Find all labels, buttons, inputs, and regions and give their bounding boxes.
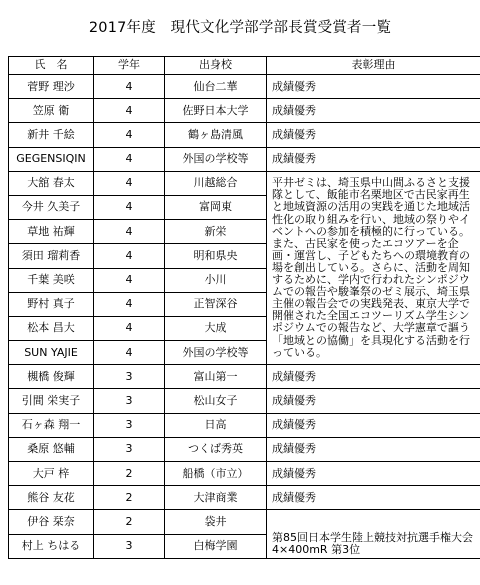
cell-name: 草地 祐輝 bbox=[9, 220, 94, 244]
cell-school: 白梅学園 bbox=[165, 534, 267, 558]
cell-school: 大成 bbox=[165, 316, 267, 340]
cell-year: 4 bbox=[94, 220, 165, 244]
cell-school: 外国の学校等 bbox=[165, 341, 267, 365]
cell-name: 引間 栄実子 bbox=[9, 389, 94, 413]
awardee-table bbox=[8, 56, 480, 559]
header-reason: 表彰理由 bbox=[267, 57, 480, 75]
cell-year: 4 bbox=[94, 268, 165, 292]
cell-year: 4 bbox=[94, 75, 165, 99]
table-row bbox=[9, 437, 480, 461]
header-school: 出身校 bbox=[165, 57, 267, 75]
table-row bbox=[9, 147, 480, 171]
header-name: 氏 名 bbox=[9, 57, 94, 75]
table-row bbox=[9, 365, 480, 389]
cell-year: 4 bbox=[94, 195, 165, 219]
table-row bbox=[9, 171, 480, 195]
cell-name: 野村 真子 bbox=[9, 292, 94, 316]
cell-year: 4 bbox=[94, 316, 165, 340]
cell-year: 3 bbox=[94, 365, 165, 389]
cell-name: 石ヶ森 翔一 bbox=[9, 413, 94, 437]
cell-year: 3 bbox=[94, 389, 165, 413]
cell-year: 4 bbox=[94, 147, 165, 171]
cell-school: 小川 bbox=[165, 268, 267, 292]
cell-name: 大戸 梓 bbox=[9, 462, 94, 486]
cell-reason: 成績優秀 bbox=[267, 486, 480, 510]
cell-name: 大舘 春太 bbox=[9, 171, 94, 195]
table-row bbox=[9, 99, 480, 123]
table-row bbox=[9, 510, 480, 534]
table-row bbox=[9, 486, 480, 510]
cell-year: 4 bbox=[94, 341, 165, 365]
cell-year: 4 bbox=[94, 123, 165, 147]
cell-school: 船橋（市立） bbox=[165, 462, 267, 486]
cell-year: 2 bbox=[94, 486, 165, 510]
cell-reason: 成績優秀 bbox=[267, 123, 480, 147]
cell-year: 3 bbox=[94, 534, 165, 558]
cell-name: 笠原 衛 bbox=[9, 99, 94, 123]
cell-school: 富山第一 bbox=[165, 365, 267, 389]
cell-reason: 成績優秀 bbox=[267, 365, 480, 389]
cell-name: 伊谷 栞奈 bbox=[9, 510, 94, 534]
cell-year: 3 bbox=[94, 413, 165, 437]
cell-name: 松本 昌大 bbox=[9, 316, 94, 340]
cell-school: 新栄 bbox=[165, 220, 267, 244]
cell-name: 須田 瑠莉香 bbox=[9, 244, 94, 268]
cell-reason: 成績優秀 bbox=[267, 437, 480, 461]
cell-name: 千葉 美咲 bbox=[9, 268, 94, 292]
cell-school: 袋井 bbox=[165, 510, 267, 534]
cell-school: 鶴ヶ島清風 bbox=[165, 123, 267, 147]
cell-name: GEGENSIQIN bbox=[9, 147, 94, 171]
cell-year: 3 bbox=[94, 437, 165, 461]
cell-school: 仙台二華 bbox=[165, 75, 267, 99]
cell-reason: 成績優秀 bbox=[267, 99, 480, 123]
table-row bbox=[9, 75, 480, 99]
cell-name: 今井 久美子 bbox=[9, 195, 94, 219]
cell-year: 4 bbox=[94, 171, 165, 195]
table-row bbox=[9, 123, 480, 147]
header-year: 学年 bbox=[94, 57, 165, 75]
table-row bbox=[9, 389, 480, 413]
cell-name: 村上 ちはる bbox=[9, 534, 94, 558]
cell-reason: 成績優秀 bbox=[267, 413, 480, 437]
cell-school: 外国の学校等 bbox=[165, 147, 267, 171]
cell-school: 富岡東 bbox=[165, 195, 267, 219]
page-title: 2017年度 現代文化学部学部長賞受賞者一覧 bbox=[88, 20, 392, 36]
cell-name: SUN YAJIE bbox=[9, 341, 94, 365]
cell-school: 佐野日本大学 bbox=[165, 99, 267, 123]
cell-reason: 成績優秀 bbox=[267, 75, 480, 99]
cell-school: 大津商業 bbox=[165, 486, 267, 510]
cell-year: 2 bbox=[94, 510, 165, 534]
cell-year: 4 bbox=[94, 99, 165, 123]
cell-name: 新井 千絵 bbox=[9, 123, 94, 147]
cell-school: 正智深谷 bbox=[165, 292, 267, 316]
cell-reason: 成績優秀 bbox=[267, 389, 480, 413]
cell-year: 4 bbox=[94, 244, 165, 268]
cell-school: 川越総合 bbox=[165, 171, 267, 195]
cell-school: 松山女子 bbox=[165, 389, 267, 413]
table-row bbox=[9, 462, 480, 486]
cell-reason-group: 第85回日本学生陸上競技対抗選手権大会 4×400mR 第3位 bbox=[267, 510, 480, 558]
cell-name: 槻橋 俊輝 bbox=[9, 365, 94, 389]
cell-name: 菅野 理沙 bbox=[9, 75, 94, 99]
cell-name: 熊谷 友花 bbox=[9, 486, 94, 510]
table-header-row bbox=[9, 57, 480, 75]
cell-year: 2 bbox=[94, 462, 165, 486]
cell-reason-group: 平井ゼミは、埼玉県中山間ふるさと支援隊として、飯能市名栗地区で古民家再生と地域資源の活用の実践を通じた地域活性化の取り組みを行い、地域の祭りやイベントへの参加を積極的に行っている。また、古民家を使ったエコツアーを企画・運営し、子どもたちへの環境教育の場を創出している。さらに、活動を周知するために、学内で行われたシンポジウムでの報告や駿峯祭のゼミ展示、埼玉県主催の報告会での実践発表、東京大学で開催された全国エコツーリズム学生シンポジウムでの報告など、大学憲章で謳う「地域との協働」を具現化する活動を行っている。 bbox=[267, 171, 480, 365]
cell-year: 4 bbox=[94, 292, 165, 316]
cell-name: 桑原 悠輔 bbox=[9, 437, 94, 461]
cell-reason: 成績優秀 bbox=[267, 462, 480, 486]
cell-reason: 成績優秀 bbox=[267, 147, 480, 171]
table-row bbox=[9, 413, 480, 437]
cell-school: つくば秀英 bbox=[165, 437, 267, 461]
cell-school: 日高 bbox=[165, 413, 267, 437]
cell-school: 明和県央 bbox=[165, 244, 267, 268]
